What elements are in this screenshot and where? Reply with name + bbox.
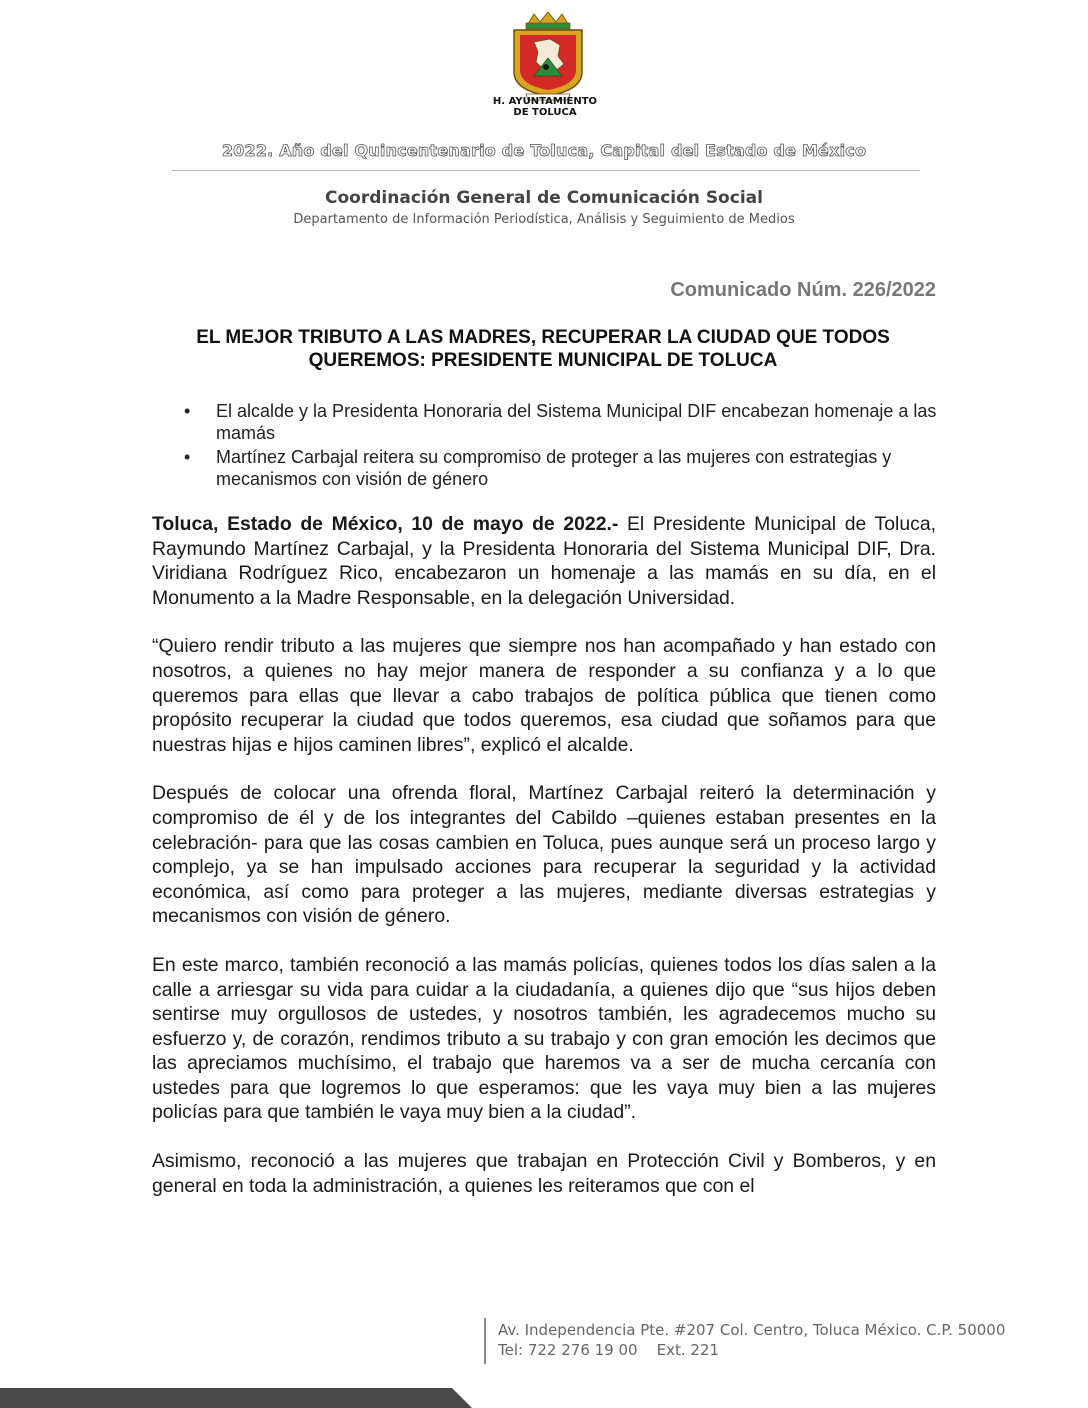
footer-phone: Tel: 722 276 19 00 Ext. 221: [498, 1341, 720, 1359]
footer-address: Av. Independencia Pte. #207 Col. Centro, Toluca México. C.P. 50000: [498, 1321, 1006, 1339]
paragraph-3: Después de colocar una ofrenda floral, Martínez Carbajal reiteró la determinación y compromiso de él y de los integrantes del Cabildo –quienes estaban presentes en la celebración- para que las cosas cambien en Toluca, pues aunque será un proceso largo y complejo, ya se han impulsado acciones para recuperar la seguridad y la actividad económica, así como para proteger a las mujeres, mediante diversas estrategias y mecanismos con visión de género.: [152, 782, 936, 928]
year-motto-line: [0, 141, 1088, 160]
summary-bullets: [172, 400, 942, 492]
paragraph-4: En este marco, también reconoció a las mamás policías, quienes todos los días salen a la calle a arriesgar su vida para cuidar a la ciudadanía, a quienes dijo que “sus hijos deben sentirse muy orgullosos de ustedes, y nosotros también, les agradecemos mucho su esfuerzo y, de corazón, rendimos tributo a su trabajo y con gran emoción les decimos que las apreciamos muchísimo, el trabajo que haremos va a ser de mucha cercanía con ustedes para que logremos lo que esperamos: que les vaya muy bien a las mujeres policías para que también le vaya muy bien a la ciudad”.: [152, 953, 936, 1124]
article-body: [152, 512, 936, 1222]
headline-line2: QUEREMOS: PRESIDENTE MUNICIPAL DE TOLUCA: [308, 350, 778, 371]
dateline: Toluca, Estado de México, 10 de mayo de 2022.-: [152, 513, 619, 535]
department-subheading: Departamento de Información Periodística, Análisis y Seguimiento de Medios: [293, 212, 795, 227]
bullet-text: El alcalde y la Presidenta Honoraria del Sistema Municipal DIF encabezan homenaje a las mamás: [216, 401, 937, 443]
headline-line1: EL MEJOR TRIBUTO A LAS MADRES, RECUPERAR LA CIUDAD QUE TODOS: [196, 327, 890, 348]
bullet-item: [172, 446, 942, 490]
logo-caption-line2: DE TOLUCA: [513, 107, 577, 118]
department-subheading-line: [0, 212, 1088, 227]
bullet-icon: •: [184, 447, 191, 467]
paragraph-1-text: El Presidente Municipal de Toluca, Raymundo Martínez Carbajal, y la Presidenta Honoraria del Sistema Municipal DIF, Dra. Viridiana Rodríguez Rico, encabezaron un homenaje a las mamás en su día, en el Monumento a la Madre Responsable, en la delegación Universidad.: [152, 513, 936, 609]
footer-band: [0, 1388, 1088, 1408]
year-motto: 2022. Año del Quincentenario de Toluca, Capital del Estado de México: [221, 141, 867, 160]
paragraph-5: Asimismo, reconoció a las mujeres que trabajan en Protección Civil y Bomberos, y en general en toda la administración, a quienes les reiteramos que con el: [152, 1150, 936, 1197]
bullet-icon: •: [184, 401, 191, 421]
bullet-item: [172, 400, 942, 444]
comunicado-number: Comunicado Núm. 226/2022: [670, 279, 936, 301]
paragraph-2: “Quiero rendir tributo a las mujeres que siempre nos han acompañado y han estado con nosotros, a quienes no hay mejor manera de responder a su confianza y a lo que queremos para ellas que llevar a cabo trabajos de política pública que tienen como propósito recuperar la ciudad que todos queremos, esa ciudad que soñamos para que nuestras hijas e hijos caminen libres”, explicó el alcalde.: [152, 635, 936, 756]
bullet-text: Martínez Carbajal reitera su compromiso de proteger a las mujeres con estrategias y mecanismos con visión de género: [216, 447, 892, 489]
paragraph-1: [152, 512, 936, 610]
header-divider: [172, 170, 920, 171]
logo-caption: [470, 96, 620, 118]
footer-contact: [498, 1320, 1005, 1360]
footer-divider: [484, 1318, 486, 1364]
coordination-heading: Coordinación General de Comunicación Social: [325, 188, 763, 208]
logo-caption-line1: H. AYUNTAMIENTO: [492, 96, 598, 107]
headline: [150, 326, 936, 372]
coordination-heading-line: [0, 188, 1088, 208]
